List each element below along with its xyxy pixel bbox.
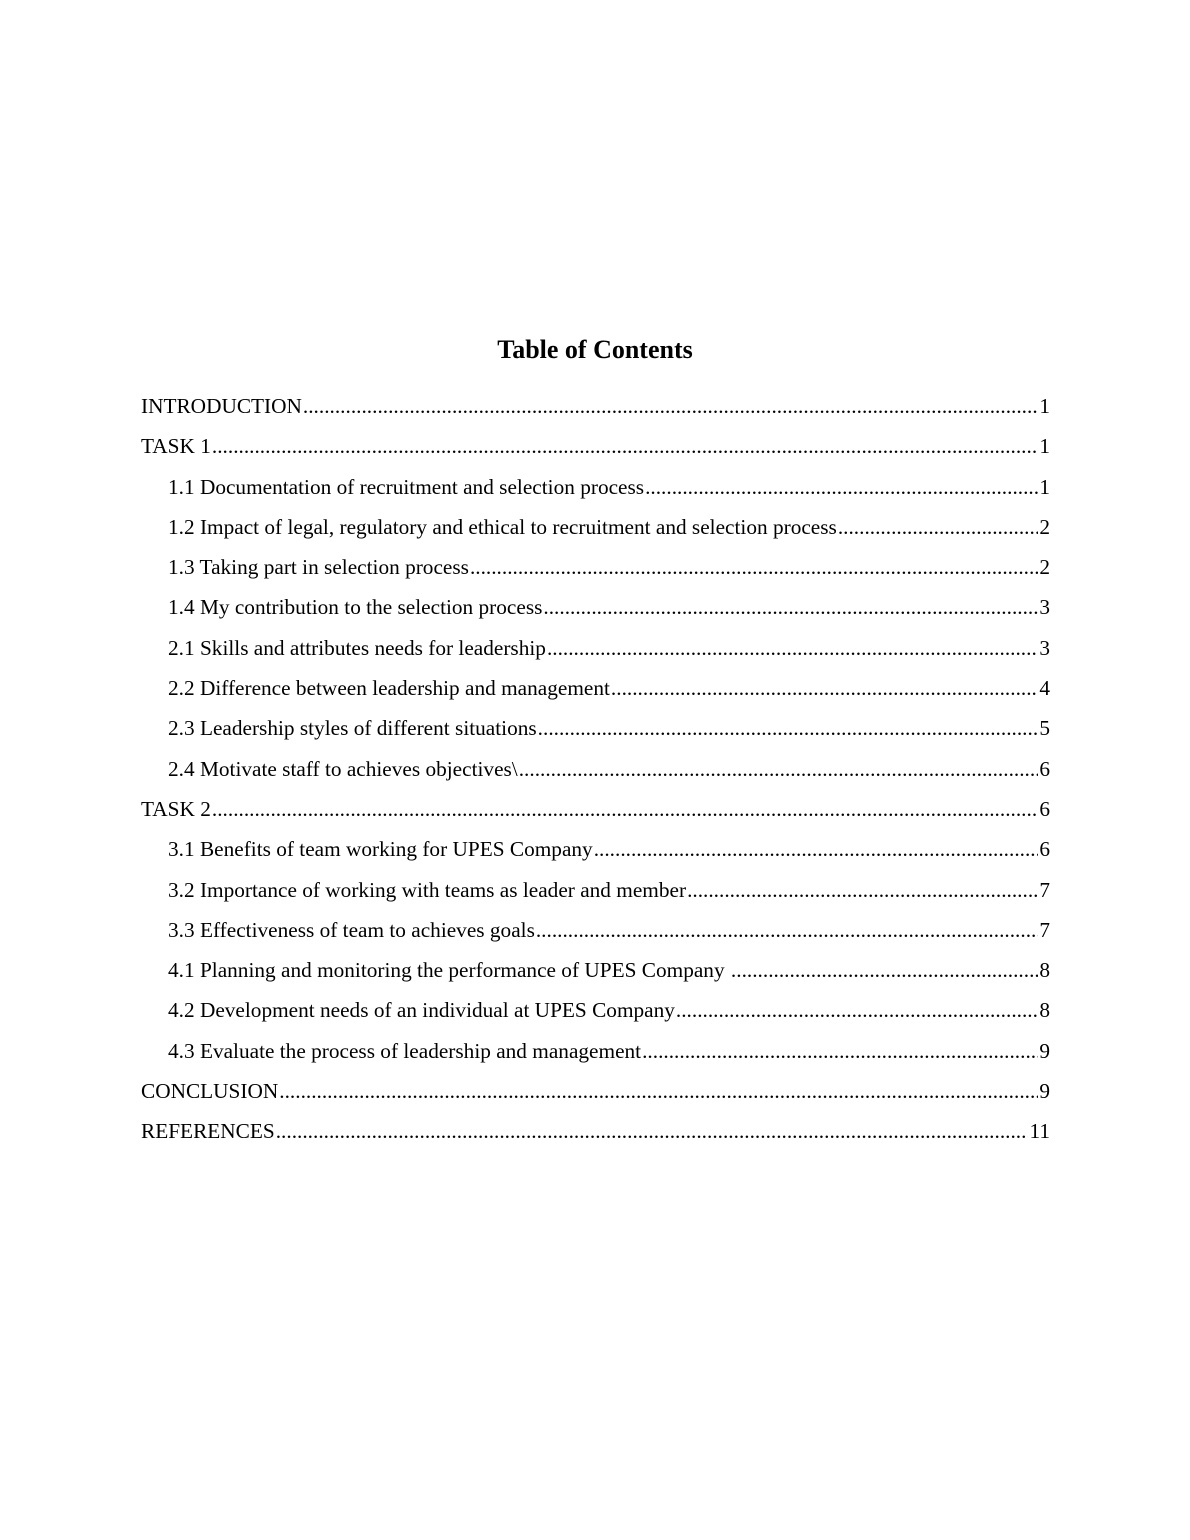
toc-entry-page: 6 (1039, 756, 1050, 781)
toc-entry-label: 4.3 Evaluate the process of leadership and management (168, 1038, 642, 1063)
toc-entry-page: 11 (1029, 1119, 1050, 1144)
toc-entry-page: 9 (1039, 1038, 1050, 1063)
toc-entry-page: 7 (1039, 917, 1050, 942)
toc-dot-leader (543, 591, 1038, 623)
toc-entry-3-1[interactable] (141, 833, 1050, 873)
toc-entry-1-2[interactable] (141, 511, 1050, 551)
toc-entry-label: 2.1 Skills and attributes needs for leadership (168, 635, 546, 660)
toc-entry-label: 3.1 Benefits of team working for UPES Company (168, 837, 593, 862)
toc-dot-leader (676, 994, 1038, 1026)
toc-entry-label: 3.3 Effectiveness of team to achieves goals (168, 917, 535, 942)
toc-entry-introduction[interactable] (141, 390, 1050, 430)
toc-entry-1-4[interactable] (141, 591, 1050, 631)
toc-entry-label: 2.3 Leadership styles of different situations (168, 716, 537, 741)
toc-entry-page: 8 (1039, 998, 1050, 1023)
toc-entry-4-2[interactable] (141, 994, 1050, 1034)
toc-entry-page: 2 (1039, 514, 1050, 539)
toc-entry-label: TASK 1 (141, 434, 211, 459)
toc-dot-leader (731, 954, 1038, 986)
toc-dot-leader (279, 1075, 1038, 1107)
toc-entry-label: 1.4 My contribution to the selection process (168, 595, 543, 620)
toc-dot-leader (645, 471, 1038, 503)
toc-entry-references[interactable] (141, 1115, 1050, 1155)
toc-dot-leader (538, 712, 1039, 744)
toc-entry-label: REFERENCES (141, 1119, 275, 1144)
toc-entry-conclusion[interactable] (141, 1075, 1050, 1115)
toc-list (141, 390, 1050, 1156)
toc-dot-leader (212, 793, 1038, 825)
toc-entry-page: 9 (1039, 1079, 1050, 1104)
toc-dot-leader (594, 833, 1039, 865)
toc-entry-2-3[interactable] (141, 712, 1050, 752)
toc-entry-label: 3.2 Importance of working with teams as leader and member (168, 877, 687, 902)
toc-entry-2-4[interactable] (141, 753, 1050, 793)
toc-entry-page: 6 (1039, 837, 1050, 862)
toc-entry-page: 2 (1039, 555, 1050, 580)
toc-entry-label: INTRODUCTION (141, 394, 302, 418)
toc-dot-leader (470, 551, 1038, 583)
toc-dot-leader (519, 753, 1039, 785)
toc-entry-2-2[interactable] (141, 672, 1050, 712)
toc-entry-1-1[interactable] (141, 471, 1050, 511)
toc-dot-leader (276, 1115, 1029, 1147)
toc-entry-page: 1 (1039, 434, 1050, 459)
toc-entry-label: TASK 2 (141, 796, 211, 821)
toc-entry-1-3[interactable] (141, 551, 1050, 591)
toc-entry-label: 1.1 Documentation of recruitment and selection process (168, 474, 645, 499)
toc-entry-label: 2.2 Difference between leadership and management (168, 676, 610, 701)
toc-dot-leader (536, 914, 1038, 946)
toc-entry-3-2[interactable] (141, 874, 1050, 914)
toc-entry-page: 8 (1039, 958, 1050, 983)
toc-entry-label: 4.2 Development needs of an individual at UPES Company (168, 998, 675, 1023)
toc-entry-3-3[interactable] (141, 914, 1050, 954)
toc-entry-label: 1.2 Impact of legal, regulatory and ethical to recruitment and selection process (168, 514, 837, 539)
toc-entry-label: CONCLUSION (141, 1079, 279, 1104)
toc-dot-leader (212, 430, 1038, 462)
toc-dot-leader (547, 632, 1038, 664)
toc-entry-page: 1 (1039, 394, 1050, 418)
toc-entry-page: 7 (1039, 877, 1050, 902)
toc-entry-page: 6 (1039, 796, 1050, 821)
toc-entry-4-3[interactable] (141, 1035, 1050, 1075)
toc-entry-label: 2.4 Motivate staff to achieves objectives\ (168, 756, 518, 781)
toc-entry-page: 3 (1039, 595, 1050, 620)
toc-entry-page: 5 (1039, 716, 1050, 741)
toc-entry-label: 4.1 Planning and monitoring the performance of UPES Company (168, 958, 730, 983)
toc-dot-leader (642, 1035, 1038, 1067)
toc-dot-leader (611, 672, 1038, 704)
toc-title: Table of Contents (497, 335, 693, 364)
toc-entry-task-1[interactable] (141, 430, 1050, 470)
toc-entry-page: 3 (1039, 635, 1050, 660)
toc-entry-task-2[interactable] (141, 793, 1050, 833)
toc-entry-page: 1 (1039, 474, 1050, 499)
toc-entry-page: 4 (1039, 676, 1050, 701)
toc-entry-2-1[interactable] (141, 632, 1050, 672)
toc-dot-leader (303, 390, 1038, 422)
toc-dot-leader (687, 874, 1038, 906)
toc-dot-leader (838, 511, 1039, 543)
toc-entry-label: 1.3 Taking part in selection process (168, 555, 469, 580)
toc-entry-4-1[interactable] (141, 954, 1050, 994)
